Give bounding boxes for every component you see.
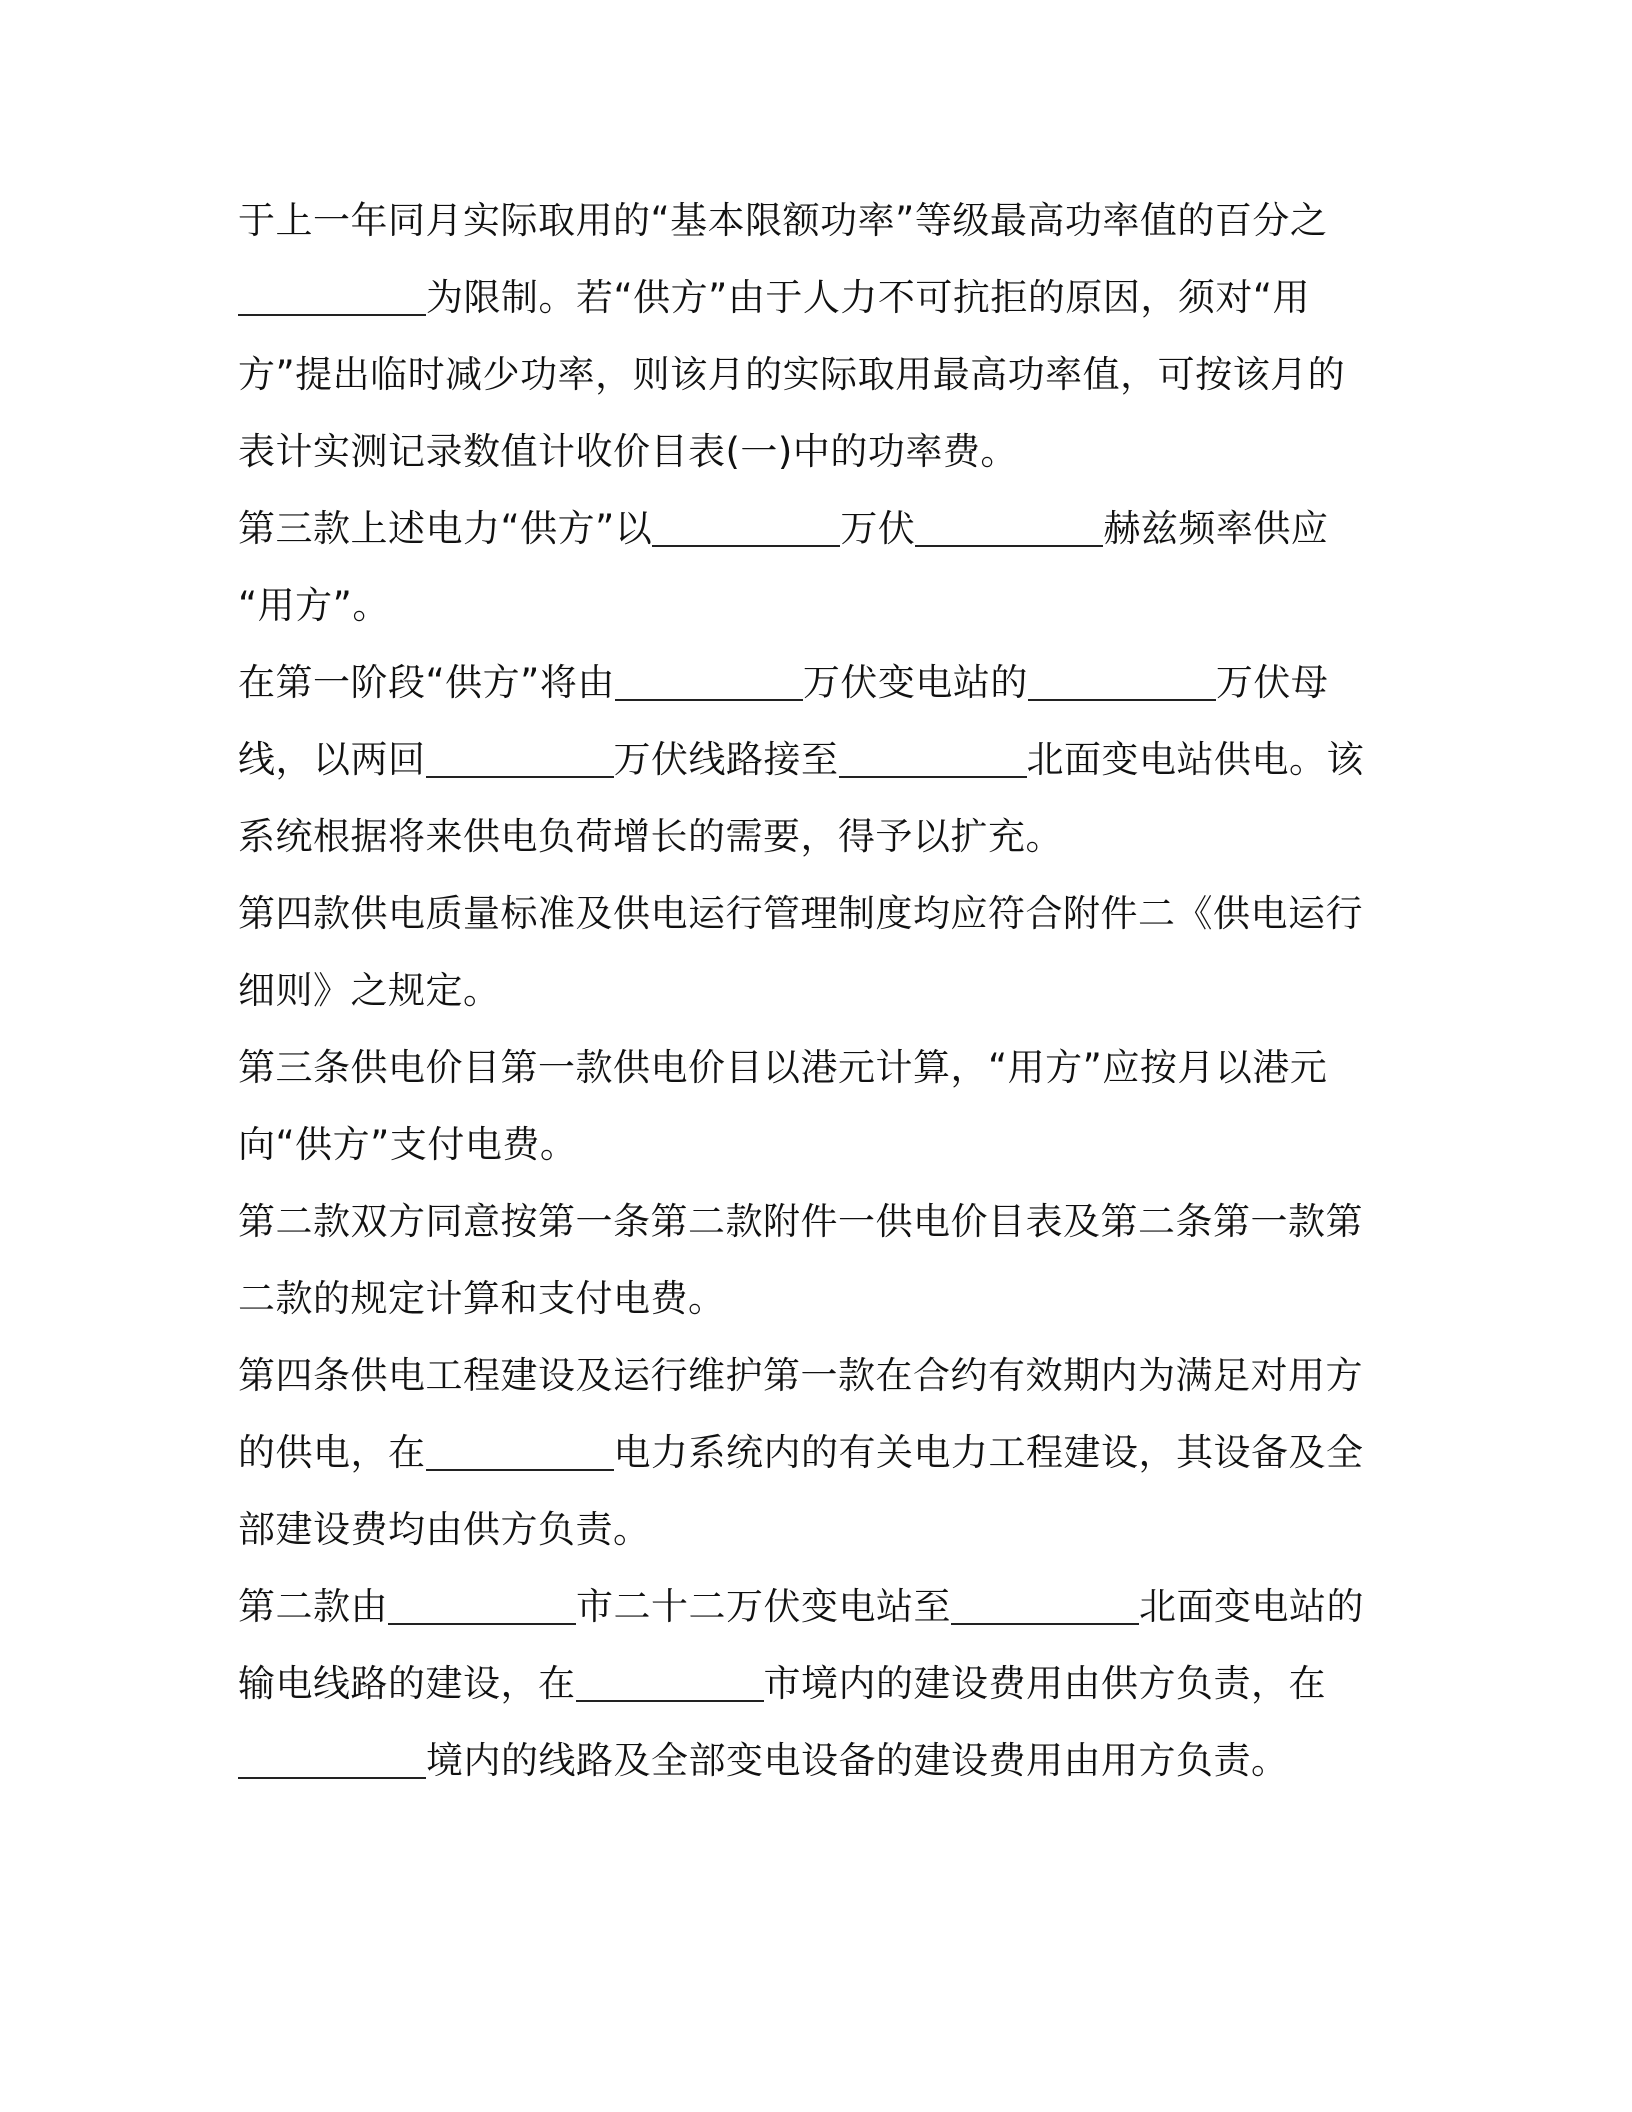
text-line (238, 1568, 1378, 1645)
text-segment: 第四条供电工程建设及运行维护第一款在合约有效期内为满足对用方 (238, 1354, 1363, 1397)
fill-in-blank[interactable] (951, 1579, 1139, 1625)
text-line (238, 798, 1378, 875)
text-line (238, 413, 1378, 490)
fill-in-blank[interactable] (426, 732, 614, 778)
text-line (238, 1106, 1378, 1183)
fill-in-blank[interactable] (238, 270, 426, 316)
text-segment: 万伏 (840, 507, 916, 550)
text-line (238, 567, 1378, 644)
text-segment: 第二款双方同意按第一条第二款附件一供电价目表及第二条第一款第 (238, 1200, 1363, 1243)
text-segment: 第三款上述电力“供方”以 (238, 507, 653, 550)
text-segment: 电力系统内的有关电力工程建设，其设备及全 (613, 1431, 1364, 1474)
text-line (238, 875, 1378, 952)
text-segment: 北面变电站供电。该 (1026, 738, 1364, 781)
text-line (238, 336, 1378, 413)
text-line (238, 644, 1378, 721)
text-segment: 系统根据将来供电负荷增长的需要，得予以扩充。 (238, 815, 1063, 858)
text-line (238, 1722, 1378, 1799)
text-segment: 为限制。若“供方”由于人力不可抗拒的原因，须对“用 (426, 276, 1311, 319)
text-segment: 于上一年同月实际取用的“基本限额功率”等级最高功率值的百分之 (238, 199, 1328, 242)
text-segment: 境内的线路及全部变电设备的建设费用由用方负责。 (426, 1739, 1289, 1782)
text-segment: 线，以两回 (238, 738, 426, 781)
text-line (238, 1491, 1378, 1568)
text-segment: 北面变电站的 (1139, 1585, 1364, 1628)
text-segment: 赫兹频率供应 (1103, 507, 1329, 550)
text-line (238, 1337, 1378, 1414)
fill-in-blank[interactable] (1028, 655, 1216, 701)
text-line (238, 1260, 1378, 1337)
text-segment: 二款的规定计算和支付电费。 (238, 1277, 726, 1320)
fill-in-blank[interactable] (652, 501, 840, 547)
text-segment: 的供电，在 (238, 1431, 426, 1474)
text-segment: 向“供方”支付电费。 (238, 1123, 578, 1166)
text-segment: 第四款供电质量标准及供电运行管理制度均应符合附件二《供电运行 (238, 892, 1363, 935)
text-segment: 万伏变电站的 (802, 661, 1028, 704)
text-segment: 细则》之规定。 (238, 969, 501, 1012)
text-line (238, 1414, 1378, 1491)
fill-in-blank[interactable] (915, 501, 1103, 547)
text-line (238, 490, 1378, 567)
text-line (238, 182, 1378, 259)
text-segment: 输电线路的建设，在 (238, 1662, 576, 1705)
text-segment: 第二款由 (238, 1585, 388, 1628)
text-line (238, 952, 1378, 1029)
text-line (238, 721, 1378, 798)
text-segment: 万伏母 (1215, 661, 1329, 704)
text-line (238, 1183, 1378, 1260)
fill-in-blank[interactable] (238, 1733, 426, 1779)
text-line (238, 1029, 1378, 1106)
text-segment: “用方”。 (238, 584, 390, 627)
text-segment: 在第一阶段“供方”将由 (238, 661, 615, 704)
fill-in-blank[interactable] (615, 655, 803, 701)
fill-in-blank[interactable] (576, 1656, 764, 1702)
text-line (238, 1645, 1378, 1722)
text-segment: 方”提出临时减少功率，则该月的实际取用最高功率值，可按该月的 (238, 353, 1346, 396)
text-segment: 万伏线路接至 (613, 738, 839, 781)
text-line (238, 259, 1378, 336)
fill-in-blank[interactable] (426, 1425, 614, 1471)
text-segment: 表计实测记录数值计收价目表(一)中的功率费。 (238, 430, 1018, 473)
fill-in-blank[interactable] (839, 732, 1027, 778)
document-body (238, 182, 1378, 1799)
text-segment: 市境内的建设费用由供方负责，在 (763, 1662, 1326, 1705)
text-segment: 部建设费均由供方负责。 (238, 1508, 651, 1551)
text-segment: 第三条供电价目第一款供电价目以港元计算，“用方”应按月以港元 (238, 1046, 1328, 1089)
text-segment: 市二十二万伏变电站至 (576, 1585, 951, 1628)
fill-in-blank[interactable] (388, 1579, 576, 1625)
